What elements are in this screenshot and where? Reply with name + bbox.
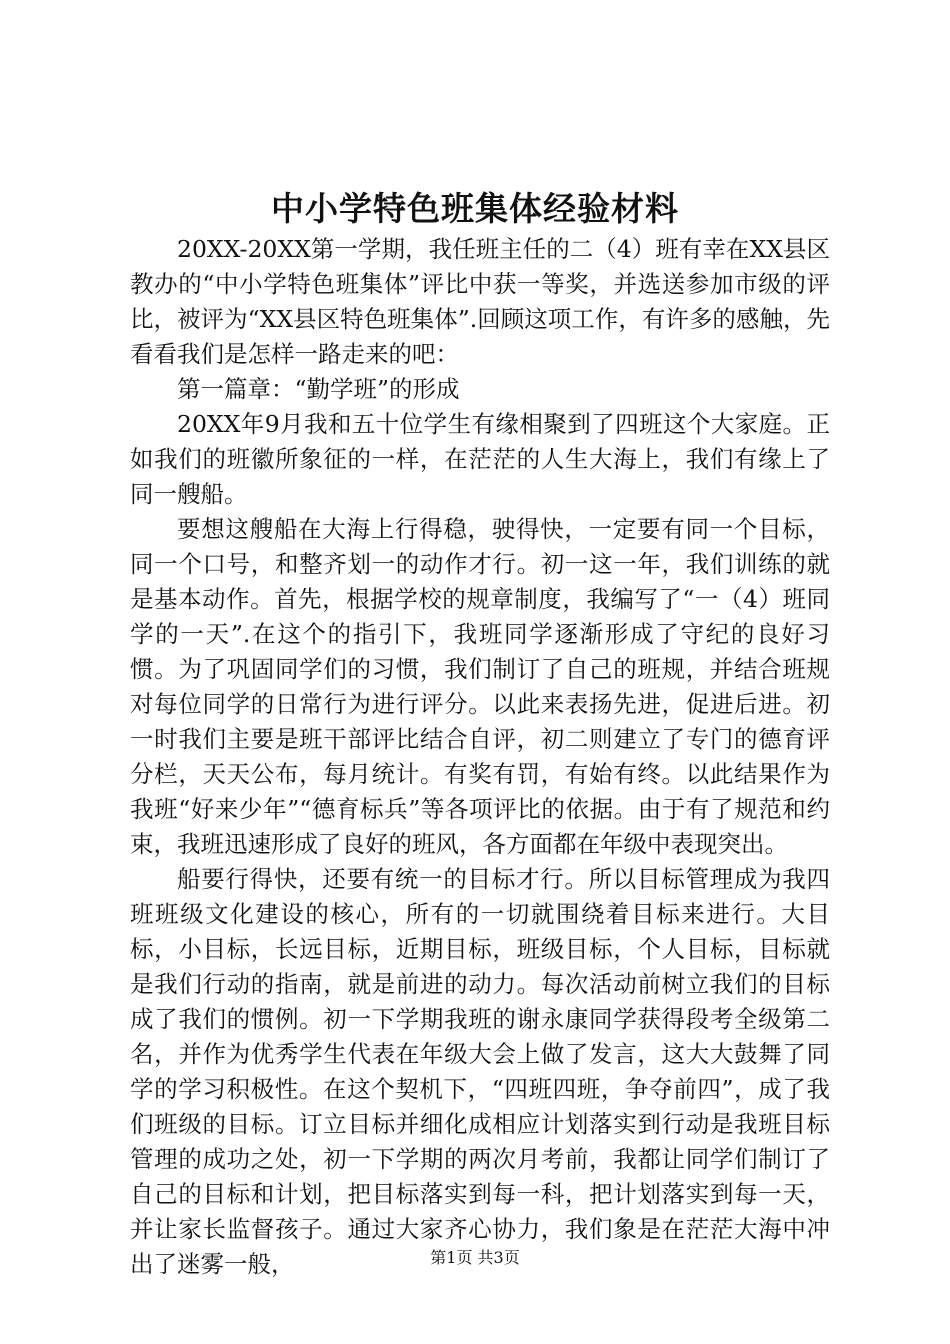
paragraph-3: 船要行得快，还要有统一的目标才行。所以目标管理成为我四班班级文化建设的核心，所有的一切就围绕着目标来进行。大目标，小目标，长远目标，近期目标，班级目标，个人目标，目标就是我们行动的指南，就是前进的动力。每次活动前树立我们的目标成了我们的惯例。初一下学期我班的谢永康同学获得段考全级第二名，并作为优秀学生代表在年级大会上做了发言，这大大鼓舞了同学的学习积极性。在这个契机下，“四班四班，争夺前四”，成了我们班级的目标。订立目标并细化成相应计划落实到行动是我班目标管理的成功之处，初一下学期的两次月考前，我都让同学们制订了自己的目标和计划，把目标落实到每一科，把计划落实到每一天，并让家长监督孩子。通过大家齐心协力，我们象是在茫茫大海中冲出了迷雾一般， <box>130 865 830 1278</box>
paragraph-2: 要想这艘船在大海上行得稳，驶得快，一定要有同一个目标，同一个口号，和整齐划一的动作才行。初一这一年，我们训练的就是基本动作。首先，根据学校的规章制度，我编写了“一（4）班同学的一天”.在这个的指引下，我班同学逐渐形成了守纪的良好习惯。为了巩固同学们的习惯，我们制订了自己的班规，并结合班规对每位同学的日常行为进行评分。以此来表扬先进，促进后进。初一时我们主要是班干部评比结合自评，初二则建立了专门的德育评分栏，天天公布，每月统计。有奖有罚，有始有终。以此结果作为我班“好来少年”“德育标兵”等各项评比的依据。由于有了规范和约束，我班迅速形成了良好的班风，各方面都在年级中表现突出。 <box>130 515 830 858</box>
paragraph-1: 20XX年9月我和五十位学生有缘相聚到了四班这个大家庭。正如我们的班徽所象征的一样，在茫茫的人生大海上，我们有缘上了同一艘船。 <box>130 410 830 508</box>
document-body <box>130 232 830 1282</box>
document-title: 中小学特色班集体经验材料 <box>271 189 679 228</box>
chapter-heading: 第一篇章：“勤学班”的形成 <box>177 375 460 403</box>
page-footer: 第1页 共3页 <box>430 1248 520 1267</box>
paragraph-intro: 20XX-20XX第一学期，我任班主任的二（4）班有幸在XX县区教办的“中小学特色班集体”评比中获一等奖，并选送参加市级的评比，被评为“XX县区特色班集体”.回顾这项工作，有许多的感触，先看看我们是怎样一路走来的吧： <box>130 235 830 368</box>
